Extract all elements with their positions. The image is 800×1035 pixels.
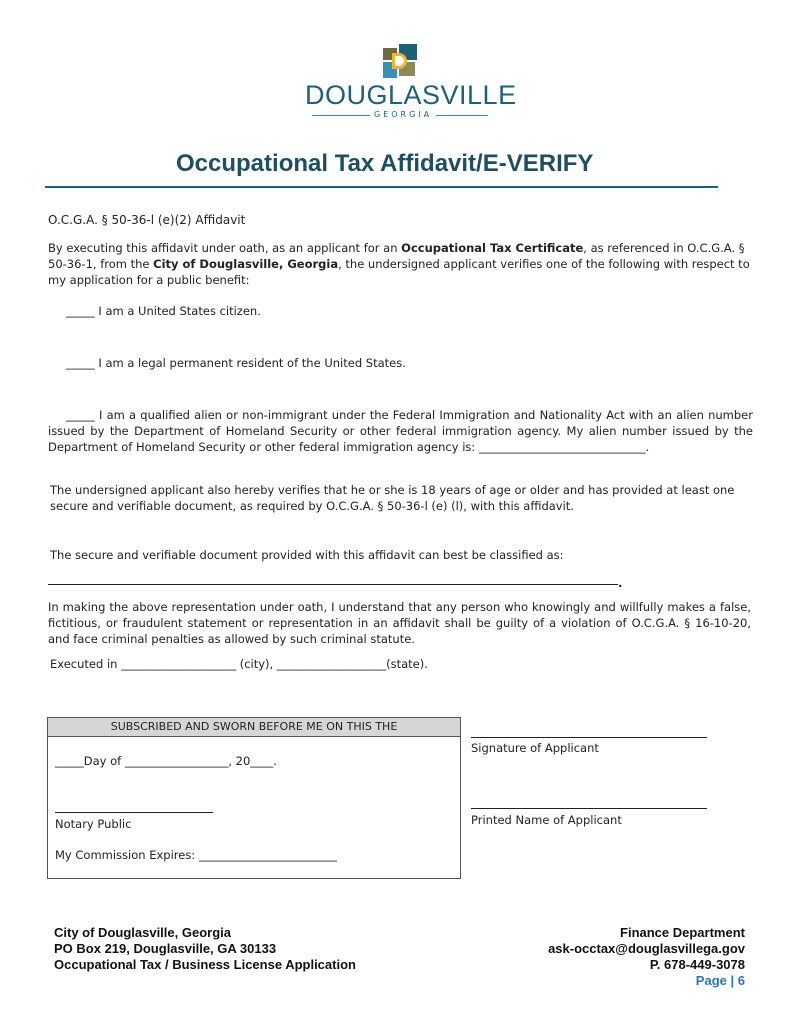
notary-signature-line: [55, 812, 213, 813]
title-rule: [45, 186, 718, 188]
footer-city: City of Douglasville, Georgia: [54, 925, 231, 940]
intro-text: , as referenced in O.C.G.A. § 50-36-1, from the: [48, 241, 745, 271]
page-number: [548, 973, 745, 989]
option-resident: _____ I am a legal permanent resident of the United States.: [66, 356, 406, 370]
footer-left: [54, 925, 356, 973]
commission-expires: My Commission Expires: ________________________: [55, 848, 337, 862]
footer-department: Finance Department: [620, 925, 745, 940]
intro-paragraph: [48, 240, 753, 288]
city-logo: [300, 44, 517, 124]
printed-name-label: Printed Name of Applicant: [471, 813, 622, 827]
notary-box: [47, 717, 461, 879]
logo-name: DOUGLASVILLE: [305, 80, 517, 110]
notary-day: _____Day of __________________, 20____.: [55, 754, 277, 768]
document-class-line: [48, 584, 618, 585]
footer-right: [548, 925, 745, 989]
footer-application: Occupational Tax / Business License Application: [54, 957, 356, 972]
footer-address: PO Box 219, Douglasville, GA 30133: [54, 941, 277, 956]
signature-label: Signature of Applicant: [471, 741, 599, 755]
option-alien: _____ I am a qualified alien or non-immigrant under the Federal Immigration and Nationality Act with an alien number issued by the Department of Homeland Security or other federal immigration agency. My alien number issued by the Department of Homeland Security or other federal immigration agency is: _____________________________.: [48, 408, 753, 454]
period-mark: .: [618, 576, 623, 590]
notary-public-label: Notary Public: [55, 817, 132, 831]
logo-sub: GEORGIA: [370, 110, 436, 119]
intro-text: , the undersigned applicant verifies one of the following with respect to my application for a public benefit:: [48, 257, 750, 287]
footer-email[interactable]: ask-occtax@douglasvillega.gov: [548, 941, 745, 956]
intro-text: By executing this affidavit under oath, as an applicant for an: [48, 241, 402, 255]
document-paragraph: The secure and verifiable document provided with this affidavit can best be classified as:: [50, 548, 564, 562]
notary-header: SUBSCRIBED AND SWORN BEFORE ME ON THIS THE: [48, 718, 460, 737]
page-num: 6: [737, 973, 745, 988]
page-separator: |: [730, 973, 735, 988]
intro-bold-certificate: Occupational Tax Certificate: [401, 241, 584, 255]
page-label: Page: [695, 973, 727, 988]
applicant-name-line: [471, 808, 707, 809]
page-title: Occupational Tax Affidavit/E-VERIFY: [176, 150, 594, 177]
intro-bold-city: City of Douglasville, Georgia: [153, 257, 339, 271]
age-paragraph: The undersigned applicant also hereby verifies that he or she is 18 years of age or older and has provided at least one secure and verifiable document, as required by O.C.G.A. § 50-36-l (e) (l), with this affidavit.: [50, 483, 735, 513]
section-heading: O.C.G.A. § 50-36-l (e)(2) Affidavit: [48, 213, 246, 227]
executed-line: Executed in ____________________ (city), ___________________(state).: [50, 657, 428, 671]
applicant-signature-line: [471, 737, 707, 738]
footer-phone: P. 678-449-3078: [649, 957, 745, 972]
logo-mark-icon: [383, 44, 417, 78]
oath-paragraph: In making the above representation under oath, I understand that any person who knowingly and willfully makes a false, fictitious, or fraudulent statement or representation in an affidavit shall be guilty of a violation of O.C.G.A. § 16-10-20, and face criminal penalties as allowed by such criminal statute.: [48, 600, 751, 646]
option-citizen: _____ I am a United States citizen.: [66, 304, 261, 318]
